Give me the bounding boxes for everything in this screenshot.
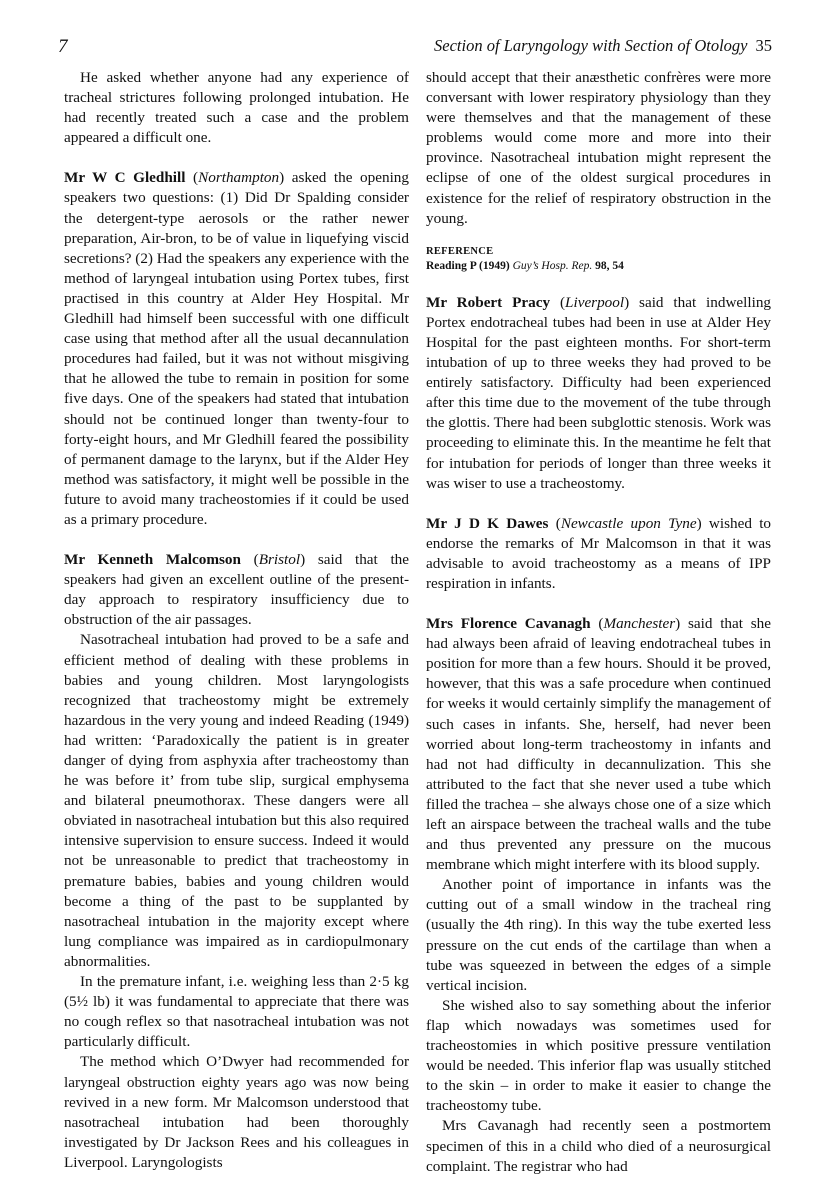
speaker-text: said that the speakers had given an excellent outline of the present-day approach to respiratory insufficiency due to obstruction of the air passages. xyxy=(64,551,409,629)
speaker-name: Mr Robert Pracy xyxy=(426,293,551,311)
speaker-paragraph-pracy: Mr Robert Pracy (Liverpool) said that indwelling Portex endotracheal tubes had been in use at Alder Hey Hospital for the past eighteen months. For short-term intubation of up to three weeks they had proved to be entirely satisfactory. Difficulty had been experienced after this time due to the movement of the tube through the glottis. There had been subglottic stenosis. Work was proceeding to eliminate this. In the meantime he felt that for intubation for periods of longer than three weeks it was wiser to use a tracheostomy. xyxy=(426,293,772,492)
speaker-name: Mrs Florence Cavanagh xyxy=(426,615,591,633)
speaker-place: Newcastle upon Tyne xyxy=(560,514,697,532)
page-number-right: 35 xyxy=(755,36,772,55)
reference-volume: 98, 54 xyxy=(592,259,624,272)
paragraph: She wished also to say something about the inferior flap which nowadays was sometimes used for tracheostomies in which positive pressure ventilation would be needed. This inferior flap was usually stitched to the skin – in order to make it easier to change the tracheostomy tube. xyxy=(426,996,771,1115)
speaker-paragraph-cavanagh: Mrs Florence Cavanagh (Manchester) said that she had always been afraid of leaving endotracheal tubes in position for more than a few hours. Should it be proved, however, that this was a safe procedure when continued for weeks it would certainly simplify the management of such cases in infants. She, herself, had never been worried about long-term tracheostomy in infants and had not had difficulty in decannulization. This she attributed to the fact that she never used a tube which filled the trachea – she always chose one of a size which left an airspace between the tracheal walls and the tube and thus prevented any pressure on the mucous membrane which might interfere with its blood supply. xyxy=(426,615,772,874)
speaker-place: Manchester xyxy=(603,615,676,633)
reference-entry xyxy=(426,259,771,273)
running-title: Section of Laryngology with Section of Otology xyxy=(434,36,748,55)
speaker-text: said that indwelling Portex endotracheal tubes had been in use at Alder Hey Hospital for the past eighteen months. For short-term intubation of up to three weeks they had proved to be entirely satisfactory. Difficulty had been experienced after this time due to the movement of the tube through the glottis. There had been subglottic stenosis. Work was proceeding to eliminate this. In the meantime he felt that for intubation for periods of longer than three weeks it was wiser to use a tracheostomy. xyxy=(426,293,772,492)
reference-journal: Guy’s Hosp. Rep. xyxy=(512,259,593,272)
paragraph: The method which O’Dwyer had recommended for laryngeal obstruction eighty years ago was now being revived in a new form. Mr Malcomson understood that nasotracheal intubation had been thoroughly investigated by Dr Jackson Rees and his colleagues in Liverpool. Laryngologists xyxy=(64,1053,409,1171)
speaker-place: Northampton xyxy=(198,169,280,187)
running-head xyxy=(434,36,772,56)
paragraph: Another point of importance in infants was the cutting out of a small window in the tracheal ring (usually the 4th ring). In this way the tube exerted less pressure on the cut ends of the cartilage than when a tube was squeezed in between the edges of a simple vertical incision. xyxy=(426,876,771,994)
page-number-left: 7 xyxy=(58,36,68,57)
reference-heading: REFERENCE xyxy=(426,245,494,257)
speaker-name: Mr Kenneth Malcomson xyxy=(64,551,241,569)
speaker-text: asked the opening speakers two questions: (1) Did Dr Spalding consider the detergent-type aerosols or the rather newer preparation, Air-bron, to be of value in liquefying viscid secretions? (2) Had the speakers any experience with the method of laryngeal intubation using Portex tubes, first practised in this country at Alder Hey Hospital. Mr Gledhill had himself been successful with one difficult case using that method after all the usual decannulation procedures had failed, but it was not without misgiving that he allowed the tube to remain in position for some five days. One of the speakers had stated that intubation should not be continued longer than twenty-four to forty-eight hours, and Mr Gledhill feared the possibility of permanent damage to the larynx, but if the Alder Hey method was satisfactory, it might well be possible in the future to avoid many tracheostomies if it could be used as a primary procedure. xyxy=(64,169,409,528)
speaker-paragraph-gledhill: Mr W C Gledhill (Northampton) asked the opening speakers two questions: (1) Did Dr Spalding consider the detergent-type aerosols or the rather newer preparation, Air-bron, to be of value in liquefying viscid secretions? (2) Had the speakers any experience with the method of laryngeal intubation using Portex tubes, first practised in this country at Alder Hey Hospital. Mr Gledhill had himself been successful with one difficult case using that method after all the usual decannulation procedures had failed, but it was not without misgiving that he allowed the tube to remain in position for some five days. One of the speakers had stated that intubation should not be continued longer than twenty-four to forty-eight hours, and Mr Gledhill feared the possibility of permanent damage to the larynx, but if the Alder Hey method was satisfactory, it might well be possible in the future to avoid many tracheostomies if it could be used as a primary procedure. xyxy=(64,169,409,528)
paragraph: Mrs Cavanagh had recently seen a postmortem specimen of this in a child who died of a neurosurgical complaint. The registrar who had xyxy=(426,1117,771,1175)
speaker-text: wished to endorse the remarks of Mr Malcomson in that it was advisable to avoid tracheostomy as a means of IPP respiration in infants. xyxy=(426,514,772,592)
speaker-place: Liverpool xyxy=(565,293,625,311)
page-header xyxy=(58,36,772,62)
speaker-paragraph-malcomson: Mr Kenneth Malcomson (Bristol) said that the speakers had given an excellent outline of the present-day approach to respiratory insufficiency due to obstruction of the air passages. xyxy=(64,551,409,629)
speaker-text: said that she had always been afraid of leaving endotracheal tubes in position for more than a few hours. Should it be proved, however, that this was a safe procedure when continued for weeks it would certainly simplify the management of such cases in infants. She, herself, had never been worried about long-term tracheostomy in infants and had not had difficulty in decannulization. This she attributed to the fact that she never used a tube which filled the trachea – she always chose one of a size which left an airspace between the tracheal walls and the tube and thus prevented any pressure on the mucous membrane which might interfere with its blood supply. xyxy=(426,615,772,874)
reference-author: Reading P (1949) xyxy=(426,259,513,272)
paragraph: In the premature infant, i.e. weighing less than 2·5 kg (5½ lb) it was fundamental to appreciate that there was no cough reflex so that nasotracheal intubation was not particularly difficult. xyxy=(64,973,409,1051)
paragraph: He asked whether anyone had any experience of tracheal strictures following prolonged intubation. He had recently treated such a case and the problem appeared a difficult one. xyxy=(64,69,409,147)
right-column xyxy=(426,68,771,1177)
paragraph: should accept that their anæsthetic confrères were more conversant with lower respiratory physiology than they were themselves and that the management of these problems would come more and more into their province. Nasotracheal intubation might represent the eclipse of one of the oldest surgical procedures in existence for the relief of respiratory obstruction in the young. xyxy=(426,69,771,227)
speaker-name: Mr J D K Dawes xyxy=(426,514,549,532)
paragraph: Nasotracheal intubation had proved to be a safe and efficient method of dealing with these problems in babies and young children. Most laryngologists recognized that tracheostomy might be extremely hazardous in the very young and indeed Reading (1949) had written: ‘Paradoxically the patient is in greater danger of dying from asphyxia after tracheostomy than he was before it’ from tube slip, surgical emphysema and bilateral pneumothorax. These dangers were all obviated in nasotracheal intubation but this also required intensive supervision to ensure success. Indeed it would not be unreasonable to predict that tracheostomy in premature babies, babies and young children would become a thing of the past to be supplanted by nasotracheal intubation in the majority except where lung compliance was impaired as in cardiopulmonary abnormalities. xyxy=(64,631,409,970)
speaker-place: Bristol xyxy=(258,551,301,569)
speaker-paragraph-dawes: Mr J D K Dawes (Newcastle upon Tyne) wished to endorse the remarks of Mr Malcomson in that it was advisable to avoid tracheostomy as a means of IPP respiration in infants. xyxy=(426,514,772,592)
left-column xyxy=(64,68,409,1173)
speaker-name: Mr W C Gledhill xyxy=(64,169,186,187)
